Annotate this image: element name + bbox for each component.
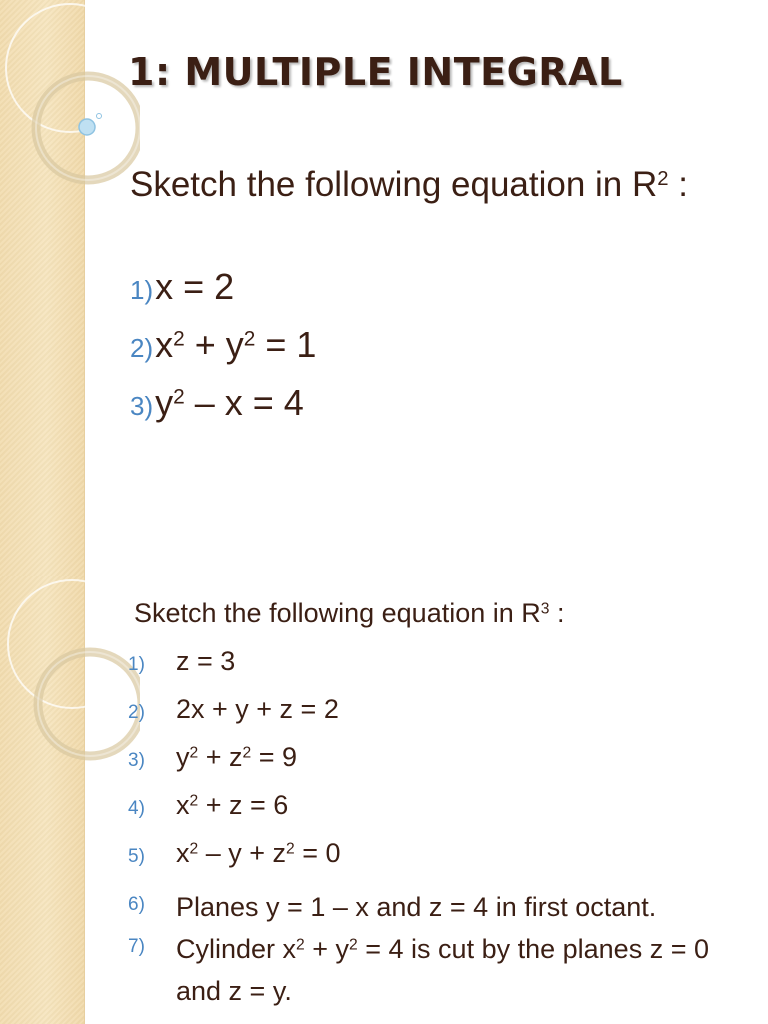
slide-1-intro bbox=[130, 160, 730, 210]
list-marker: 6) bbox=[128, 894, 145, 915]
equation-text: + z bbox=[198, 742, 243, 772]
intro-text: Sketch the following equation in R bbox=[134, 598, 541, 628]
equation-text: z = 3 bbox=[176, 646, 236, 676]
list-item bbox=[128, 886, 736, 928]
exponent: 2 bbox=[173, 327, 185, 351]
equation bbox=[155, 382, 304, 424]
intro-tail: : bbox=[549, 598, 565, 628]
exponent: 2 bbox=[173, 385, 185, 409]
list-marker: 2) bbox=[128, 702, 145, 723]
decorative-rings bbox=[0, 0, 140, 200]
equation-text: = 9 bbox=[251, 742, 298, 772]
exponent: 2 bbox=[189, 792, 199, 810]
equation-text: x bbox=[155, 324, 174, 365]
decorative-rings bbox=[0, 576, 140, 776]
list-item bbox=[128, 838, 736, 886]
equation-text: x bbox=[176, 838, 190, 868]
exponent: 2 bbox=[243, 327, 256, 351]
slide-2-intro bbox=[134, 598, 565, 629]
equation bbox=[176, 694, 339, 725]
equation bbox=[176, 646, 235, 677]
equation-text: + y bbox=[304, 934, 350, 964]
equation-list-r2 bbox=[130, 266, 316, 440]
equation-text: = 4 is cut by the planes z = 0 and z = y. bbox=[176, 934, 709, 1006]
list-marker: 1) bbox=[128, 654, 145, 675]
equation bbox=[176, 790, 288, 821]
equation-text: y bbox=[176, 742, 190, 772]
list-item bbox=[130, 324, 316, 382]
list-marker: 2) bbox=[130, 333, 154, 363]
exponent: 2 bbox=[242, 744, 252, 762]
equation bbox=[176, 742, 297, 773]
equation bbox=[155, 324, 316, 366]
intro-superscript: 3 bbox=[540, 600, 550, 618]
list-item bbox=[128, 694, 736, 742]
equation-text: – x = 4 bbox=[184, 382, 304, 423]
intro-superscript: 2 bbox=[657, 167, 669, 190]
equation bbox=[176, 838, 341, 869]
intro-text: Sketch the following equation in R bbox=[130, 165, 658, 204]
exponent: 2 bbox=[349, 936, 358, 954]
title-text: MULTIPLE INTEGRAL bbox=[170, 50, 623, 94]
intro-tail: : bbox=[668, 165, 689, 204]
list-marker: 3) bbox=[128, 750, 145, 771]
equation-text: 2x + y + z = 2 bbox=[176, 694, 339, 724]
equation-text: y bbox=[155, 382, 174, 423]
equation-text: = 0 bbox=[294, 838, 341, 868]
list-marker: 3) bbox=[130, 391, 154, 421]
slide-title bbox=[128, 50, 623, 94]
exponent: 2 bbox=[189, 840, 199, 858]
equation-text: = 1 bbox=[255, 324, 317, 365]
equation-text: x bbox=[176, 790, 190, 820]
list-marker: 4) bbox=[128, 798, 145, 819]
equation bbox=[155, 266, 234, 308]
exponent: 2 bbox=[296, 936, 305, 954]
exponent: 2 bbox=[189, 744, 199, 762]
exponent: 2 bbox=[286, 840, 295, 858]
equation-text: + z = 6 bbox=[198, 790, 289, 820]
list-item bbox=[128, 742, 736, 790]
list-item bbox=[130, 382, 316, 440]
list-item bbox=[128, 646, 736, 694]
equation bbox=[176, 886, 736, 928]
list-marker: 5) bbox=[128, 846, 145, 867]
list-marker: 7) bbox=[128, 936, 145, 957]
list-item bbox=[128, 928, 736, 1012]
title-number: 1: bbox=[128, 50, 171, 94]
equation bbox=[176, 928, 736, 1012]
equation-text: x = 2 bbox=[155, 266, 235, 307]
list-item bbox=[130, 266, 316, 324]
list-marker: 1) bbox=[130, 275, 154, 305]
equation-text: – y + z bbox=[198, 838, 287, 868]
list-item bbox=[128, 790, 736, 838]
equation-text: + y bbox=[184, 324, 244, 365]
equation-list-r3 bbox=[128, 646, 736, 1012]
equation-text: Cylinder x bbox=[176, 934, 297, 964]
equation-text: Planes y = 1 – x and z = 4 in first octant. bbox=[176, 892, 657, 922]
